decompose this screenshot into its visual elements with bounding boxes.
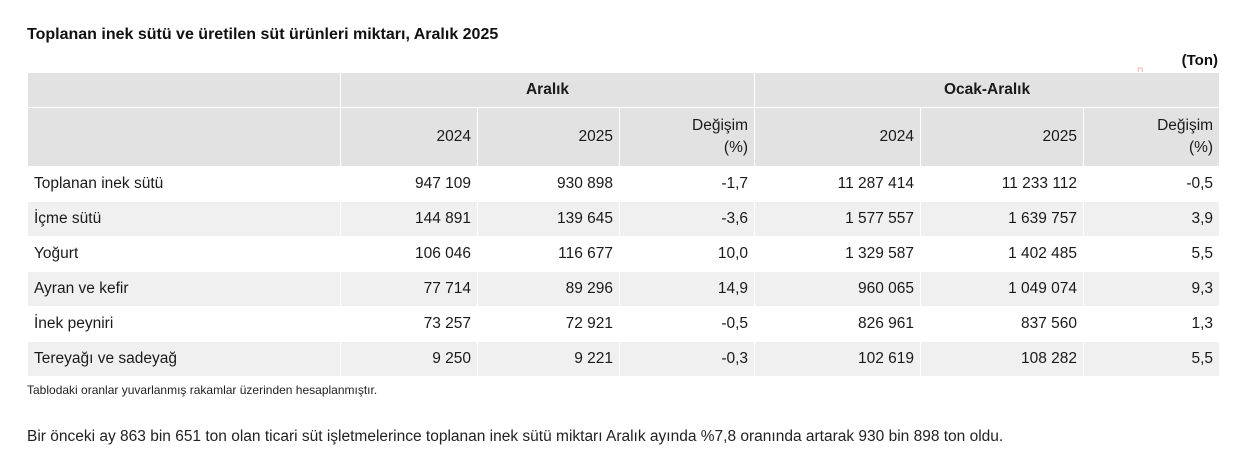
row-label: Toplanan inek sütü [28, 167, 341, 202]
table-row [28, 272, 1220, 307]
column-header: 2025 [478, 108, 620, 167]
table-cell: 144 891 [341, 202, 478, 237]
corner-cell [28, 73, 341, 108]
column-header: 2024 [341, 108, 478, 167]
table-cell: 139 645 [478, 202, 620, 237]
sub-header-row [28, 108, 1220, 167]
column-header: Değişim (%) [1084, 108, 1220, 167]
group-header-ocak-aralik: Ocak-Aralık [755, 73, 1220, 108]
column-header: 2024 [755, 108, 921, 167]
group-header-aralik: Aralık [341, 73, 755, 108]
news-paragraph: Bir önceki ay 863 bin 651 ton olan ticari süt işletmelerince toplanan inek sütü miktarı Aralık ayında %7,8 oranında artarak 930 bin 898 ton oldu. [27, 428, 1004, 445]
table-cell: 5,5 [1084, 342, 1220, 377]
table-cell: 72 921 [478, 307, 620, 342]
table-cell: -3,6 [620, 202, 755, 237]
table-cell: -0,5 [1084, 167, 1220, 202]
table-footnote: Tablodaki oranlar yuvarlanmış rakamlar üzerinden hesaplanmıştır. [27, 383, 378, 397]
table-cell: 11 233 112 [921, 167, 1084, 202]
row-label: İnek peyniri [28, 307, 341, 342]
table-cell: -0,5 [620, 307, 755, 342]
table-cell: 1 329 587 [755, 237, 921, 272]
table-cell: 1 639 757 [921, 202, 1084, 237]
table-cell: 10,0 [620, 237, 755, 272]
table-cell: 106 046 [341, 237, 478, 272]
table-cell: 116 677 [478, 237, 620, 272]
column-header: Değişim (%) [620, 108, 755, 167]
group-header-row [28, 73, 1220, 108]
table-body [28, 167, 1220, 377]
table-cell: 77 714 [341, 272, 478, 307]
table-cell: 1 402 485 [921, 237, 1084, 272]
row-label: İçme sütü [28, 202, 341, 237]
table-cell: 9,3 [1084, 272, 1220, 307]
table-row [28, 342, 1220, 377]
corner-cell [28, 108, 341, 167]
table-cell: 89 296 [478, 272, 620, 307]
table-row [28, 307, 1220, 342]
table-cell: 102 619 [755, 342, 921, 377]
table-cell: 11 287 414 [755, 167, 921, 202]
table-cell: 1,3 [1084, 307, 1220, 342]
unit-label: (Ton) [1181, 52, 1218, 69]
table-cell: 960 065 [755, 272, 921, 307]
table-cell: 3,9 [1084, 202, 1220, 237]
milk-production-table [27, 72, 1220, 377]
table-cell: -1,7 [620, 167, 755, 202]
table-cell: 9 250 [341, 342, 478, 377]
table-cell: 930 898 [478, 167, 620, 202]
table-cell: 826 961 [755, 307, 921, 342]
table-cell: 73 257 [341, 307, 478, 342]
table-row [28, 237, 1220, 272]
table-row [28, 202, 1220, 237]
table-cell: 837 560 [921, 307, 1084, 342]
column-header: 2025 [921, 108, 1084, 167]
table-cell: 1 049 074 [921, 272, 1084, 307]
row-label: Yoğurt [28, 237, 341, 272]
table-cell: 108 282 [921, 342, 1084, 377]
table-cell: 1 577 557 [755, 202, 921, 237]
table-cell: 9 221 [478, 342, 620, 377]
table-cell: 14,9 [620, 272, 755, 307]
table-cell: 5,5 [1084, 237, 1220, 272]
table-row [28, 167, 1220, 202]
page-title: Toplanan inek sütü ve üretilen süt ürünleri miktarı, Aralık 2025 [27, 26, 499, 43]
table-cell: -0,3 [620, 342, 755, 377]
table-cell: 947 109 [341, 167, 478, 202]
row-label: Tereyağı ve sadeyağ [28, 342, 341, 377]
row-label: Ayran ve kefir [28, 272, 341, 307]
